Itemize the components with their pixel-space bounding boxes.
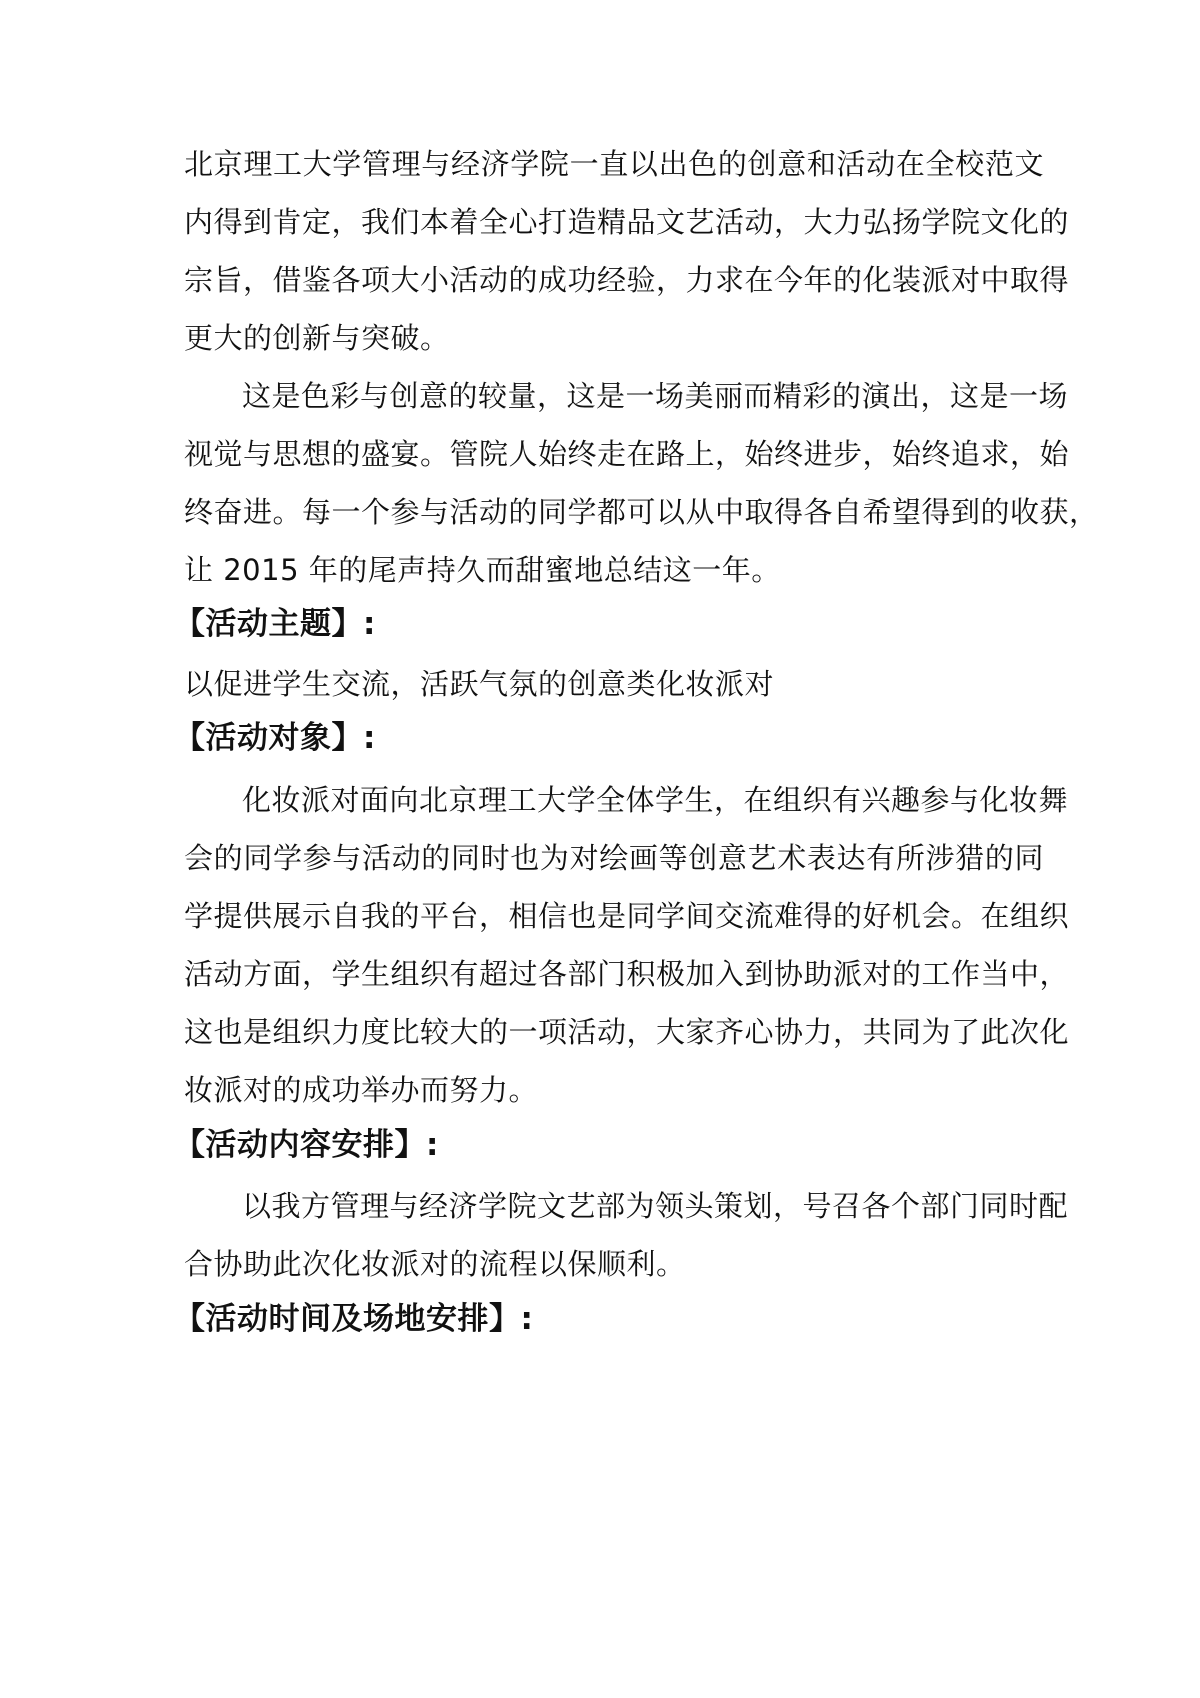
paragraph-line: 北京理工大学管理与经济学院一直以出色的创意和活动在全校范文	[184, 147, 1044, 181]
paragraph-line: 这是色彩与创意的较量，这是一场美丽而精彩的演出，这是一场	[242, 379, 1069, 413]
paragraph-line: 合协助此次化妆派对的流程以保顺利。	[184, 1247, 686, 1281]
paragraph-line: 终奋进。每一个参与活动的同学都可以从中取得各自希望得到的收获，	[184, 495, 1099, 529]
section-heading-theme: 【活动主题】:	[174, 606, 376, 642]
section-heading-time-place: 【活动时间及场地安排】:	[174, 1301, 534, 1337]
paragraph-line: 以促进学生交流，活跃气氛的创意类化妆派对	[184, 667, 775, 701]
section-heading-target: 【活动对象】:	[174, 720, 376, 756]
paragraph-line: 妆派对的成功举办而努力。	[184, 1073, 539, 1107]
paragraph-line: 学提供展示自我的平台，相信也是同学间交流难得的好机会。在组织	[184, 899, 1070, 933]
paragraph-line: 会的同学参与活动的同时也为对绘画等创意艺术表达有所涉猎的同	[184, 841, 1044, 875]
paragraph-line: 活动方面，学生组织有超过各部门积极加入到协助派对的工作当中，	[184, 957, 1070, 991]
section-heading-content: 【活动内容安排】:	[174, 1127, 439, 1163]
paragraph-line: 内得到肯定，我们本着全心打造精品文艺活动，大力弘扬学院文化的	[184, 205, 1070, 239]
paragraph-line: 更大的创新与突破。	[184, 321, 450, 355]
paragraph-line: 视觉与思想的盛宴。管院人始终走在路上，始终进步，始终追求，始	[184, 437, 1070, 471]
paragraph-line: 化妆派对面向北京理工大学全体学生，在组织有兴趣参与化妆舞	[242, 783, 1069, 817]
paragraph-line: 以我方管理与经济学院文艺部为领头策划，号召各个部门同时配	[242, 1189, 1069, 1223]
paragraph-line: 这也是组织力度比较大的一项活动，大家齐心协力，共同为了此次化	[184, 1015, 1070, 1049]
paragraph-line: 让 2015 年的尾声持久而甜蜜地总结这一年。	[184, 553, 781, 587]
paragraph-line: 宗旨，借鉴各项大小活动的成功经验，力求在今年的化装派对中取得	[184, 263, 1070, 297]
